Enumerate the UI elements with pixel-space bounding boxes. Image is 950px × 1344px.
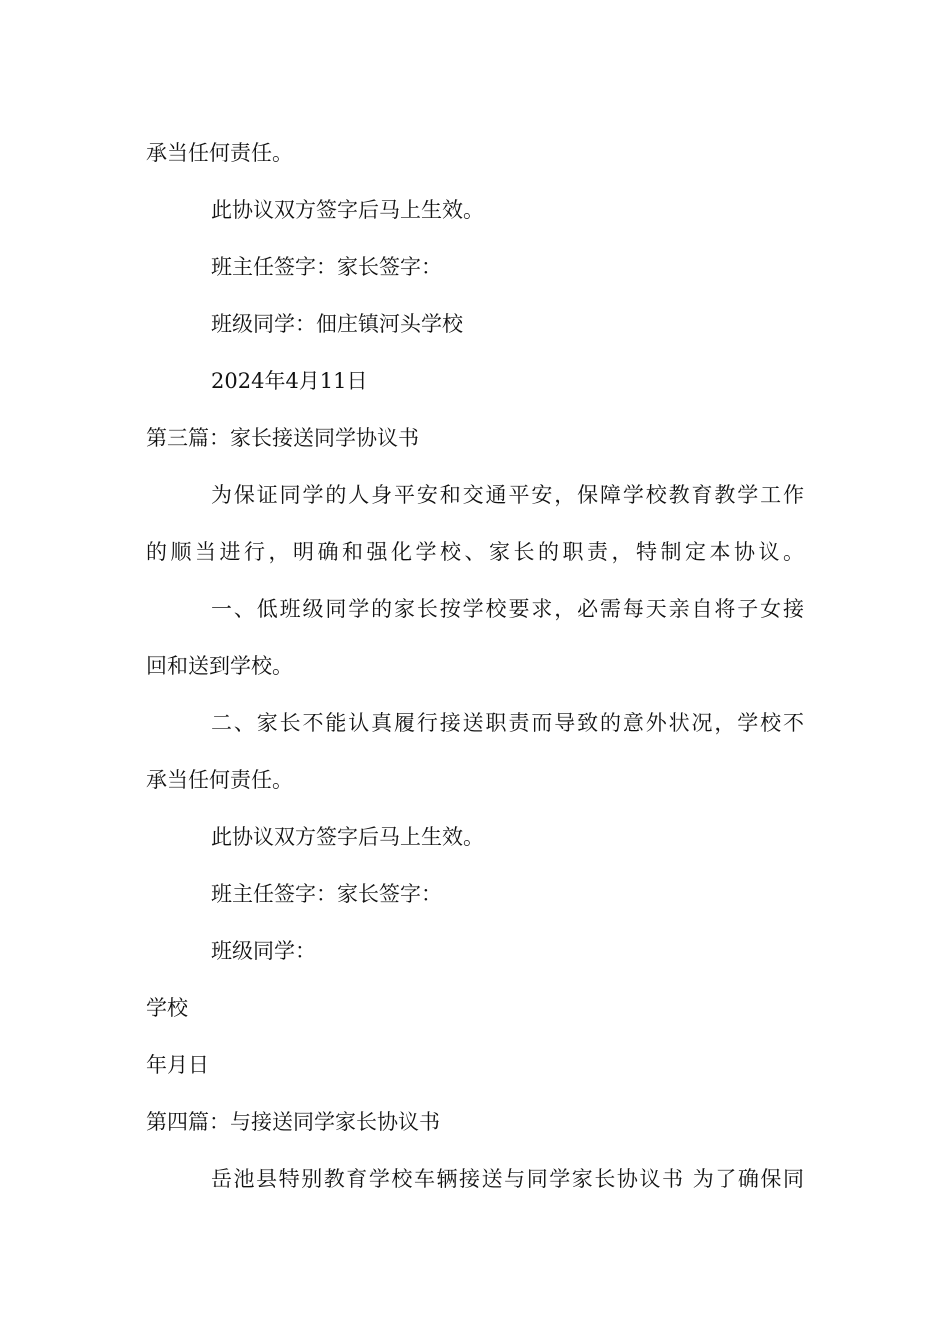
date-line: 2024年4月11日 — [211, 369, 368, 393]
text-line: 的顺当进行，明确和强化学校、家长的职责，特制定本协议。 — [146, 540, 804, 564]
text-line: 回和送到学校。 — [146, 654, 293, 678]
text-line: 班级同学： — [211, 939, 316, 963]
text-line: 此协议双方签字后马上生效。 — [211, 198, 484, 222]
text-line: 一、低班级同学的家长按学校要求，必需每天亲自将子女接 — [211, 597, 804, 621]
section-heading: 第三篇：家长接送同学协议书 — [146, 426, 419, 450]
text-line: 承当任何责任。 — [146, 768, 293, 792]
section-heading: 第四篇：与接送同学家长协议书 — [146, 1110, 440, 1134]
text-line: 岳池县特别教育学校车辆接送与同学家长协议书 为了确保同 — [211, 1167, 804, 1191]
text-line: 为保证同学的人身平安和交通平安，保障学校教育教学工作 — [211, 483, 804, 507]
text-line: 班主任签字：家长签字： — [211, 255, 442, 279]
text-line: 此协议双方签字后马上生效。 — [211, 825, 484, 849]
date-line: 年月日 — [146, 1053, 209, 1077]
text-line: 学校 — [146, 996, 188, 1020]
text-line: 承当任何责任。 — [146, 141, 293, 165]
text-line: 班级同学：佃庄镇河头学校 — [211, 312, 463, 336]
text-line: 班主任签字：家长签字： — [211, 882, 442, 906]
text-line: 二、家长不能认真履行接送职责而导致的意外状况，学校不 — [211, 711, 804, 735]
